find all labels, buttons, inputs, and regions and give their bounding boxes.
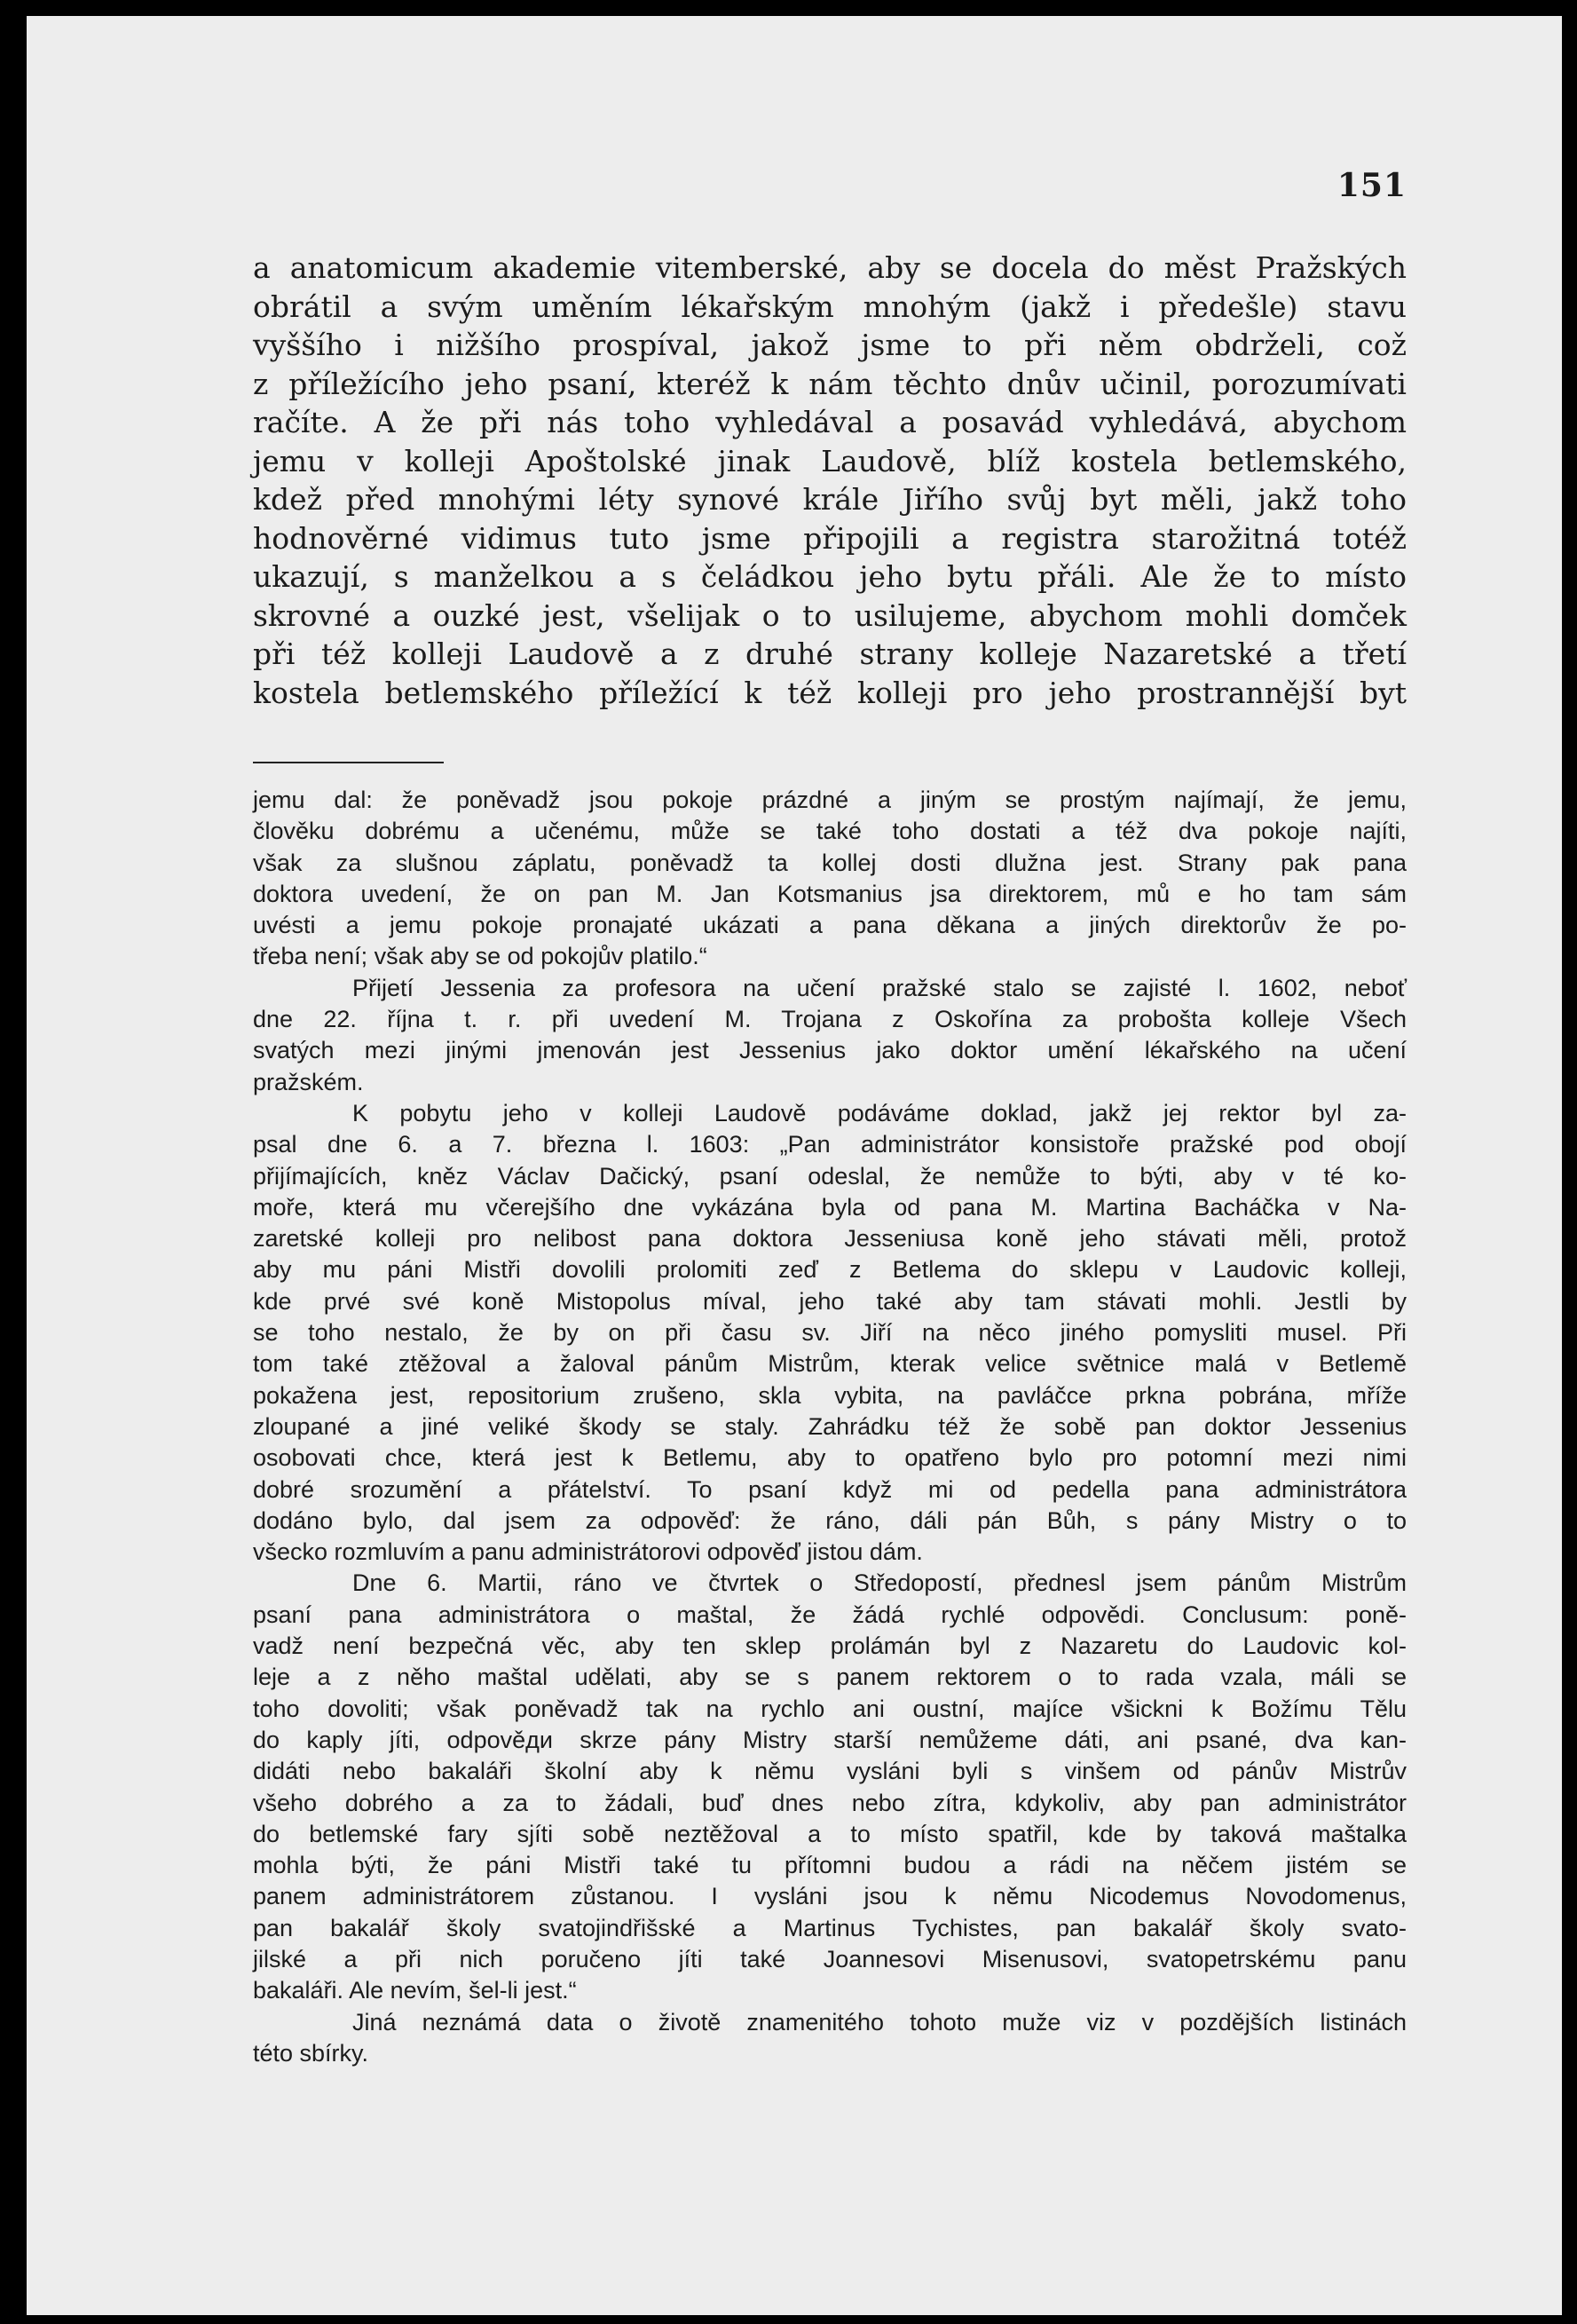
note-line: Jiná neznámá data o životě znamenitého tohoto muže viz v pozdějších listinách [352,2008,1407,2035]
note-line: vadž není bezpečná věc, aby ten sklep prolámán byl z Nazaretu do Laudovic kol- [253,1632,1407,1660]
note-line: leje a z něho maštal udělati, aby se s panem rektorem o to rada vzala, máli se [253,1664,1407,1691]
paper-sheet [27,16,1562,2315]
note-line: kde prvé své koně Mistopolus míval, jeho také aby tam stávati mohli. Jestli by [253,1287,1407,1315]
note-line: pokažena jest, repositorium zrušeno, skla vybita, na pavláčce prkna pobrána, mříže [253,1381,1407,1409]
main-text-line: vyššího i nižšího prospíval, jakož jsme to při něm obdrželi, což [253,328,1407,362]
note-line: osobovati chce, která jest k Betlemu, aby to opatřeno bylo pro potomní mezi nimi [253,1444,1407,1472]
note-line: do kaply jíti, odpověди skrze pány Mistry starší nemůžeme dáti, ani psané, dva kan- [253,1726,1407,1753]
note-line: didáti nebo bakaláři školní aby k němu vysláni byli s vinšem od pánův Mistrův [253,1758,1407,1785]
note-line: jemu dal: že poněvadž jsou pokoje prázdné a jiným se prostým najímají, že jemu, [253,787,1407,813]
note-line: přijímajících, kněz Václav Dačický, psaní odeslal, že nemůže to býti, aby v té ko- [253,1162,1407,1190]
main-text-line: hodnověrné vidimus tuto jsme připojili a registra starožitná totéž [253,520,1407,556]
note-line: třeba není; však aby se od pokojův platilo.“ [253,943,707,970]
note-line: moře, která mu včerejšího dne vykázána byla od pana M. Martina Bacháčka v Na- [253,1193,1407,1221]
note-line: všecko rozmluvím a panu administrátorovi odpověď jistou dám. [253,1538,923,1566]
note-line: do betlemské fary sjíti sobě neztěžoval a to místo spatřil, kde by taková maštalka [253,1820,1407,1847]
main-text [253,249,1407,712]
note-line: Přijetí Jessenia za profesora na učení pražské stalo se zajisté l. 1602, neboť [352,974,1407,1001]
main-text-line: jemu v kolleji Apoštolské jinak Laudově, blíž kostela betlemského, [253,443,1407,478]
note-line: zaretské kolleji pro nelibost pana doktora Jesseniusa koně jeho stávati měli, protož [253,1225,1407,1253]
note-line: Dne 6. Martii, ráno ve čtvrtek o Středopostí, přednesl jsem pánům Mistrům [352,1569,1407,1597]
main-text-line: obrátil a svým uměním lékařským mnohým (jakž i předešle) stavu [253,289,1407,324]
note-line: však za slušnou záplatu, poněvadž ta kollej dosti dlužna jest. Strany pak pana [253,849,1407,876]
main-text-line: při též kolleji Laudově a z druhé strany kolleje Nazaretské a třetí [253,636,1407,671]
note-line: bakaláři. Ale nevím, šel-li jest.“ [253,1977,577,2004]
note-line: panem administrátorem zůstanou. I vysláni jsou k němu Nicodemus Novodomenus, [253,1883,1407,1910]
note-line: K pobytu jeho v kolleji Laudově podáváme doklad, jakž jej rektor byl za- [352,1099,1407,1126]
note-line: se toho nestalo, že by on při času sv. Jiří na něco jiného pomysliti musel. Při [253,1319,1407,1347]
note-line: dodáno bylo, dal jsem za odpověď: že ráno, dáli pán Bůh, s pány Mistry o to [253,1506,1407,1534]
note-line: uvésti a jemu pokoje pronajaté ukázati a pana děkana a jiných direktorův že po- [253,912,1407,939]
note-line: jilské a při nich poručeno jíti také Joannesovi Misenusovi, svatopetrskému panu [253,1945,1407,1972]
footnote-divider [253,762,444,763]
main-text-line: z příležícího jeho psaní, kteréž k nám těchto dnův učinil, porozumívati [253,366,1407,401]
page-number: 151 [1337,167,1407,204]
note-line: doktora uvedení, že on pan M. Jan Kotsmanius jsa direktorem, mů e ho tam sám [253,880,1407,907]
note-line: psal dne 6. a 7. března l. 1603: „Pan administrátor konsistoře pražské pod obojí [253,1131,1407,1158]
main-text-line: a anatomicum akademie vitemberské, aby se docela do měst Pražských [253,250,1407,285]
note-line: dne 22. října t. r. při uvedení M. Trojana z Oskořína za probošta kolleje Všech [253,1006,1407,1033]
note-line: mohla býti, že páni Mistři také tu přítomni budou a rádi na něčem jistém se [253,1852,1407,1879]
note-line: zloupané a jiné veliké škody se staly. Zahrádku též že sobě pan doktor Jessenius [253,1412,1407,1440]
note-line: psaní pana administrátora o maštal, že žádá rychlé odpovědi. Conclusum: poně- [253,1601,1407,1628]
note-line: aby mu páni Mistři dovolili prolomiti zeď z Betlema do sklepu v Laudovic kolleji, [253,1256,1407,1284]
main-text-line: račíte. A že při nás toho vyhledával a posavád vyhledává, abychom [253,405,1407,439]
main-text-line: ukazují, s manželkou a s čeládkou jeho bytu přáli. Ale že to místo [253,559,1407,594]
note-line: této sbírky. [253,2039,369,2067]
note-line: tom také ztěžoval a žaloval pánům Mistrům, kterak velice světnice malá v Betlemě [253,1350,1407,1378]
note-line: toho dovoliti; však poněvadž tak na rychlo ani oustní, majíce všickni k Božímu Tělu [253,1695,1407,1722]
note-line: pan bakalář školy svatojindřišské a Martinus Tychistes, pan bakalář školy svato- [253,1914,1407,1941]
footnotes [253,785,1407,2069]
note-line: všeho dobrého a za to žádali, buď dnes nebo zítra, kdykoliv, aby pan administrátor [253,1789,1407,1816]
main-text-line: kostela betlemského příležící k též kolleji pro jeho prostrannější byt [253,675,1407,710]
note-line: dobré srozumění a přátelství. To psaní když mi od pedella pana administrátora [253,1475,1407,1503]
main-text-line: kdež před mnohými léty synové krále Jiřího svůj byt měli, jakž toho [253,482,1407,517]
note-line: člověku dobrému a učenému, může se také toho dostati a též dva pokoje najíti, [253,818,1407,845]
note-line: svatých mezi jinými jmenován jest Jessenius jako doktor umění lékařského na učení [253,1037,1407,1064]
main-text-line: skrovné a ouzké jest, všelijak o to usilujeme, abychom mohli domček [253,597,1407,633]
note-line: pražském. [253,1068,364,1095]
